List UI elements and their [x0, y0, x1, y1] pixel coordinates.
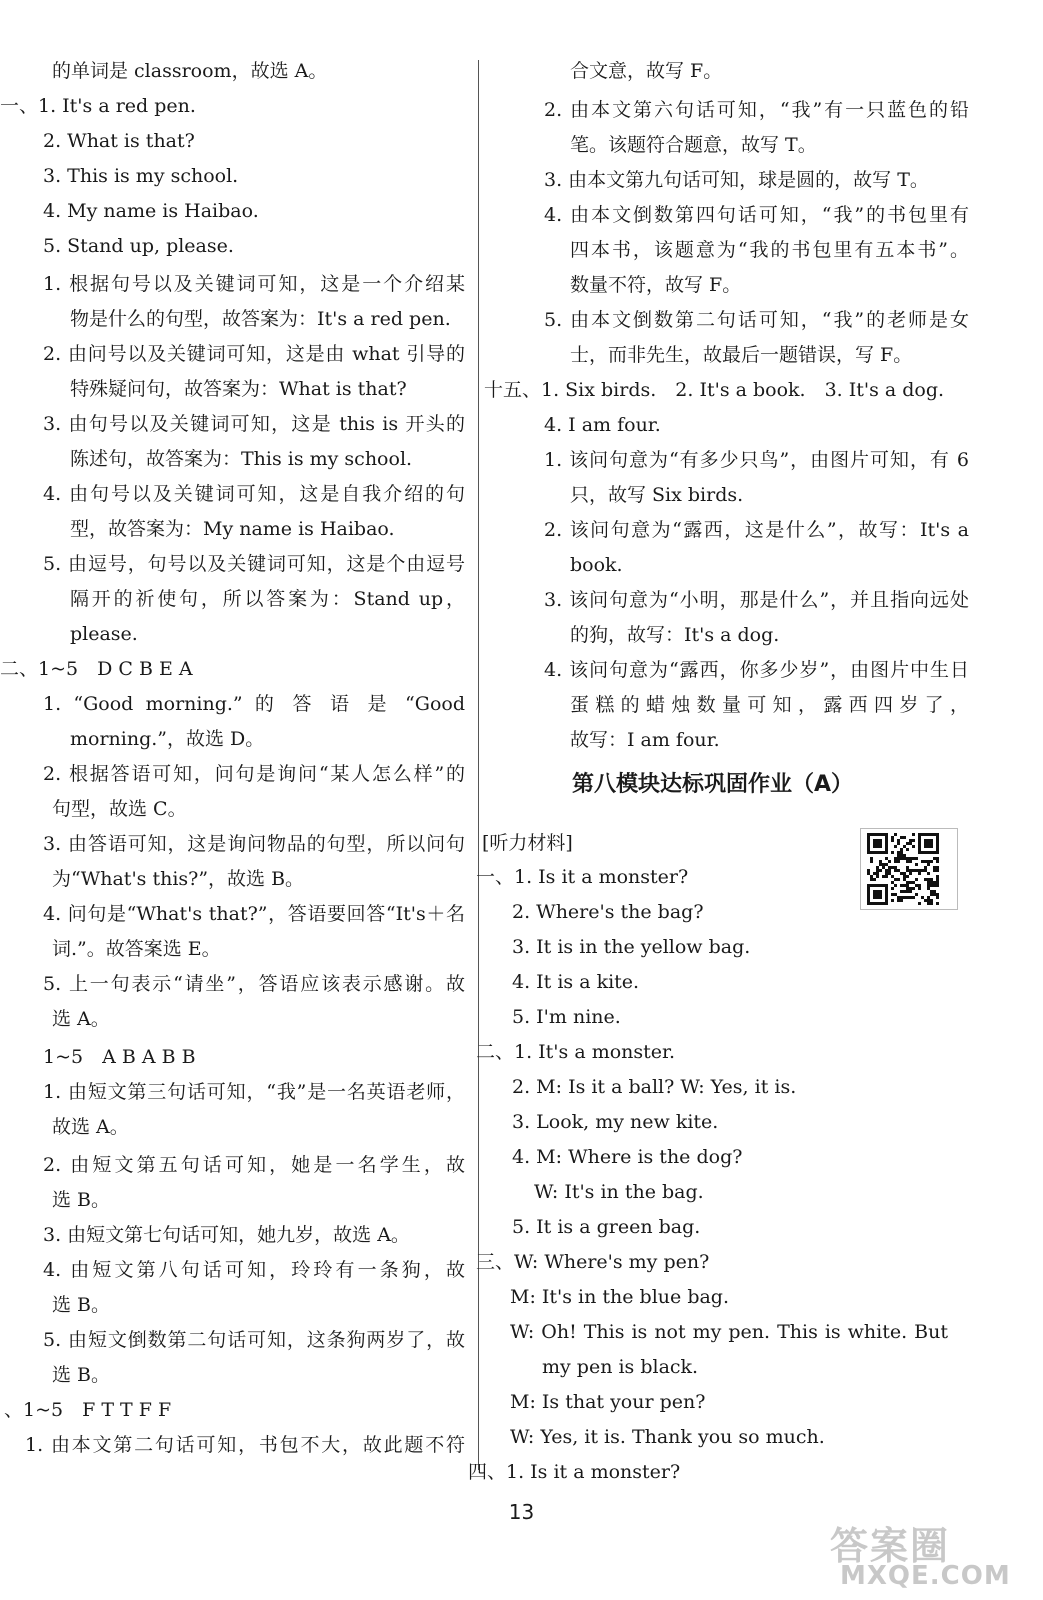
text-line: book.: [570, 554, 623, 576]
text-line: W: It's in the bag.: [534, 1181, 704, 1203]
text-line: 故写：I am four.: [570, 729, 720, 751]
text-line: 1. 该问句意为“有多少只鸟”，由图片可知，有 6: [544, 449, 969, 471]
text-line: 四本书，该题意为“我的书包里有五本书”。: [570, 239, 969, 261]
text-line: 1. “Good morning.” 的 答 语 是 “Good: [43, 693, 465, 715]
text-line: 1. 根据句号以及关键词可知，这是一个介绍某: [43, 273, 465, 295]
text-line: M: It's in the blue bag.: [510, 1286, 730, 1308]
text-line: 1. 由本文第二句话可知，书包不大，故此题不符: [25, 1434, 465, 1456]
text-line: 士，而非先生，故最后一题错误，写 F。: [570, 344, 913, 366]
text-line: 选 B。: [52, 1294, 111, 1316]
watermark-logo: [820, 1515, 1020, 1595]
qr-code-icon[interactable]: [860, 828, 958, 910]
text-line: 的单词是 classroom，故选 A。: [52, 60, 328, 82]
text-line: 1~5 A B A B B: [43, 1046, 196, 1068]
text-line: W: Yes, it is. Thank you so much.: [510, 1426, 825, 1448]
text-line: 3. 该问句意为“小明，那是什么”，并且指向远处: [544, 589, 969, 611]
text-line: 为“What's this?”，故选 B。: [52, 868, 305, 890]
text-line: 故选 A。: [52, 1116, 129, 1138]
text-line: 二、1. It's a monster.: [476, 1041, 676, 1063]
text-line: 选 B。: [52, 1189, 111, 1211]
text-line: 5. Stand up, please.: [43, 235, 234, 257]
text-line: 合文意，故写 F。: [570, 60, 723, 82]
text-line: 4. I am four.: [544, 414, 661, 436]
text-line: 三、W: Where's my pen?: [476, 1251, 710, 1273]
text-line: 型，故答案为：My name is Haibao.: [70, 518, 395, 540]
text-line: 特殊疑问句，故答案为：What is that?: [70, 378, 407, 400]
text-line: 2. 该问句意为“露西，这是什么”，故写：It's a: [544, 519, 969, 541]
text-line: 2. 由问号以及关键词可知，这是由 what 引导的: [43, 343, 465, 365]
text-line: 4. 由句号以及关键词可知，这是自我介绍的句: [43, 483, 465, 505]
text-line: 5. It is a green bag.: [512, 1216, 701, 1238]
text-line: 只，故写 Six birds.: [570, 484, 744, 506]
text-line: 4. 问句是“What's that?”，答语要回答“It's＋名: [43, 903, 465, 925]
watermark-bottom: MXQE.COM: [840, 1561, 1011, 1591]
text-line: 选 A。: [52, 1008, 110, 1030]
page-number: 13: [508, 1500, 535, 1524]
text-line: 2. 根据答语可知，问句是询问“某人怎么样”的: [43, 763, 465, 785]
text-line: 隔开的祈使句，所以答案为：Stand up，: [70, 588, 465, 610]
text-line: 2. 由短文第五句话可知，她是一名学生，故: [43, 1154, 465, 1176]
text-line: 5. 上一句表示“请坐”，答语应该表示感谢。故: [43, 973, 465, 995]
text-line: 4. It is a kite.: [512, 971, 640, 993]
text-line: 5. 由本文倒数第二句话可知，“我”的老师是女: [544, 309, 969, 331]
text-line: 3. 由本文第九句话可知，球是圆的，故写 T。: [544, 169, 929, 191]
text-line: 十五、1. Six birds. 2. It's a book. 3. It's a dog.: [484, 379, 945, 401]
text-line: 3. 由句号以及关键词可知，这是 this is 开头的: [43, 413, 465, 435]
listening-label: [听力材料]: [482, 832, 573, 854]
section-title: 第八模块达标巩固作业（A）: [572, 772, 854, 797]
text-line: 一、1. It's a red pen.: [0, 95, 196, 117]
text-line: 二、1~5 D C B E A: [0, 658, 193, 680]
text-line: 3. 由答语可知，这是询问物品的句型，所以问句: [43, 833, 465, 855]
text-line: 4. 由本文倒数第四句话可知，“我”的书包里有: [544, 204, 969, 226]
text-line: 5. 由短文倒数第二句话可知，这条狗两岁了，故: [43, 1329, 465, 1351]
text-line: 3. Look, my new kite.: [512, 1111, 719, 1133]
text-line: 、1~5 F T T F F: [4, 1399, 172, 1421]
text-line: 4. My name is Haibao.: [43, 200, 259, 222]
text-line: 5. I'm nine.: [512, 1006, 621, 1028]
text-line: 4. 该问句意为“露西，你多少岁”，由图片中生日: [544, 659, 969, 681]
text-line: morning.”，故选 D。: [70, 728, 265, 750]
text-line: please.: [70, 623, 138, 645]
text-line: 3. It is in the yellow bag.: [512, 936, 751, 958]
text-line: 的狗，故写：It's a dog.: [570, 624, 780, 646]
text-line: 3. This is my school.: [43, 165, 239, 187]
text-line: 陈述句，故答案为：This is my school.: [70, 448, 413, 470]
text-line: M: Is that your pen?: [510, 1391, 706, 1413]
text-line: 笔。该题符合题意，故写 T。: [570, 134, 817, 156]
text-line: 4. 由短文第八句话可知，玲玲有一条狗，故: [43, 1259, 465, 1281]
text-line: 1. 由短文第三句话可知，“我”是一名英语老师，: [43, 1081, 465, 1103]
text-line: 4. M: Where is the dog?: [512, 1146, 743, 1168]
watermark-top: 答案圈: [830, 1524, 951, 1568]
text-line: 蛋糕的蜡烛数量可知，露西四岁了，: [570, 694, 969, 716]
text-line: 一、1. Is it a monster?: [476, 866, 689, 888]
text-line: 句型，故选 C。: [52, 798, 187, 820]
text-line: 2. What is that?: [43, 130, 195, 152]
text-line: my pen is black.: [542, 1356, 699, 1378]
text-line: 选 B。: [52, 1364, 111, 1386]
text-line: 2. Where's the bag?: [512, 901, 704, 923]
text-line: W: Oh! This is not my pen. This is white. But: [510, 1321, 948, 1343]
text-line: 四、1. Is it a monster?: [468, 1461, 681, 1483]
text-line: 词.”。故答案选 E。: [52, 938, 221, 960]
text-line: 物是什么的句型，故答案为：It's a red pen.: [70, 308, 451, 330]
text-line: 3. 由短文第七句话可知，她九岁，故选 A。: [43, 1224, 410, 1246]
text-line: 2. 由本文第六句话可知，“我”有一只蓝色的铅: [544, 99, 969, 121]
text-line: 数量不符，故写 F。: [570, 274, 742, 296]
text-line: 5. 由逗号，句号以及关键词可知，这是个由逗号: [43, 553, 465, 575]
text-line: 2. M: Is it a ball? W: Yes, it is.: [512, 1076, 797, 1098]
